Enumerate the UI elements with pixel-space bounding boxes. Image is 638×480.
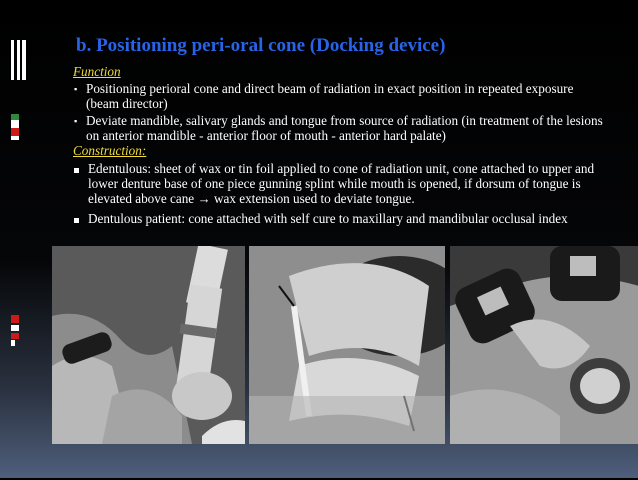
- construction-item: Edentulous: sheet of wax or tin foil applied to cone of radiation unit, cone attached to upper and lower denture base of one piece gunning splint while mouth is opened, if dorsum of tongue is elevated above cane → wax extension used to deviate tongue.: [73, 161, 608, 206]
- bullet-dot-icon: ▪: [74, 116, 78, 126]
- bullet-dot-icon: ▪: [74, 84, 78, 94]
- function-item: ▪ Positioning perioral cone and direct beam of radiation in exact position in repeated exposure (beam director): [74, 81, 574, 111]
- bullet-square-icon: [74, 211, 79, 226]
- construction-label: Construction:: [73, 143, 147, 158]
- patient-occlusal-index-photo: [450, 246, 638, 444]
- function-label: Function: [73, 64, 121, 79]
- slide-body: [73, 64, 608, 226]
- photo-strip: [52, 246, 638, 446]
- docking-device-splint-photo: [249, 246, 445, 444]
- function-item: ▪ Deviate mandible, salivary glands and tongue from source of radiation (in treatment of the lesions on anterior mandible - anterior floor of mouth - anterior hard palate): [74, 113, 603, 143]
- patient-with-cone-photo: [52, 246, 245, 444]
- bullet-square-icon: [74, 161, 79, 176]
- construction-item: Dentulous patient: cone attached with self cure to maxillary and mandibular occlusal index: [73, 211, 608, 226]
- sidebar-decoration: [11, 40, 27, 480]
- slide-title: b. Positioning peri-oral cone (Docking device): [76, 35, 446, 56]
